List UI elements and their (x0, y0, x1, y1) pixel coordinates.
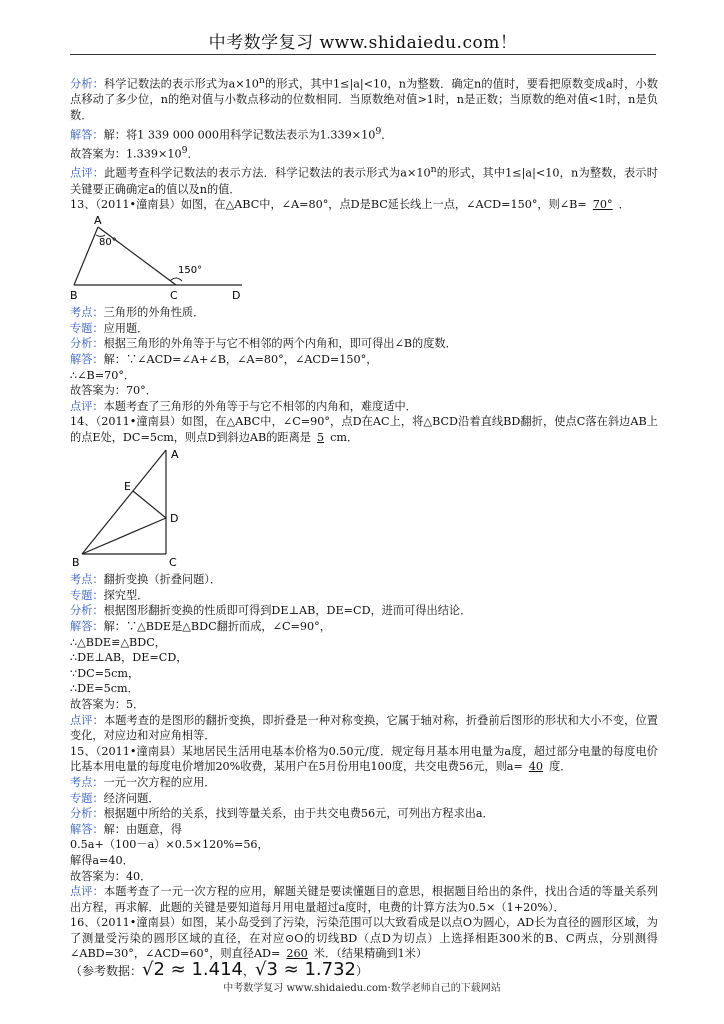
q13-comment: 点评：本题考查了三角形的外角等于与它不相邻的内角和，难度适中． (70, 399, 417, 413)
q15-line: 解得a=40． (70, 853, 134, 867)
q13-triangle-figure (70, 213, 250, 301)
q14-comment: 点评：本题考查的是图形的翻折变换，即折叠是一种对称变换，它属于轴对称，折叠前后图形的形状和大小不变，位置变化，对应边和对应角相等． (70, 713, 658, 743)
header-divider (70, 54, 656, 55)
sci-analysis: 分析：科学记数法的表示形式为$a\times 10^n$的形式，其中1≤|a|<10，n为整数．确定n的值时，要看把原数变成a时，小数点移动了多少位，n的绝对值与小数点移动的位数相同．当原数绝对值>1时，n是正数；当原数的绝对值<1时，n是负数． (70, 75, 658, 122)
q15-answer-blank: 40 (528, 760, 544, 774)
vertex-b-label: B (70, 288, 78, 301)
label-analysis: 分析： (70, 77, 104, 91)
q14-line: ∴DE⊥AB，DE=CD， (70, 651, 188, 665)
sqrt2-value: √2 ≈ 1.414 (142, 959, 243, 981)
vertex-a-label: A (171, 447, 179, 461)
q15-analysis: 分析：根据题中所给的关系，找到等量关系，由于共交电费56元，可列出方程求出a． (70, 807, 494, 821)
angle-arc-c (170, 278, 182, 281)
q14-answer: 故答案为：5． (70, 697, 145, 711)
q13-answer-blank: 70° (592, 198, 613, 212)
page-footer: 中考数学复习 www.shidaiedu.com·数学老师自己的下载网站 (223, 983, 501, 994)
document-body (70, 73, 658, 980)
q15-answer: 故答案为：40． (70, 869, 152, 883)
q14-fold-figure (70, 446, 200, 568)
line-ac (98, 227, 176, 285)
line-de (133, 491, 166, 518)
angle-a-label: 80° (99, 236, 117, 248)
sci-solution: 解答：解：将1 339 000 000用科学记数法表示为$1.339\times 10^9$． (70, 125, 393, 142)
q14-answer-blank: 5 (316, 431, 325, 445)
q13-analysis: 分析：根据三角形的外角等于与它不相邻的两个内角和，即可得出∠B的度数． (70, 337, 457, 351)
q13-stem: 13、（2011•潼南县）如图，在△ABC中，∠A=80°，点D是BC延长线上一点，∠ACD=150°，则∠B= 70° ． (70, 198, 630, 212)
q13-category: 专题：应用题． (70, 321, 149, 335)
sci-comment: 点评：此题考查科学记数法的表示方法．科学记数法的表示形式为$a\times 10^n$的形式，其中1≤|a|<10，n为整数，表示时关键要正确确定a的值以及n的值． (70, 164, 658, 196)
q14-line: ∵DC=5cm， (70, 666, 140, 680)
vertex-c-label: C (169, 555, 177, 568)
sqrt3-value: √3 ≈ 1.732 (255, 959, 356, 981)
vertex-d-label: D (232, 288, 241, 301)
label-comment: 点评： (70, 166, 105, 180)
q14-analysis: 分析：根据图形翻折变换的性质即可得到DE⊥AB，DE=CD，进而可得出结论． (70, 604, 472, 618)
q16-answer-blank: 260 (286, 947, 308, 961)
q16-stem: 16、（2011•潼南县）如图，某小岛受到了污染，污染范围可以大致看成是以点O为圆心，AD长为直径的圆形区域，为了测量受污染的圆形区域的直径，在对应⊙O的切线BD（点D为切点）上选择相距300米的B、C两点，分别测得∠ABD=30°，∠ACD=60°，则直径AD= 260 米．（结果精确到1米） (70, 916, 658, 961)
q14-stem: 14、（2011•潼南县）如图，在△ABC中，∠C=90°，点D在AC上，将△BCD沿着直线BD翻折，使点C落在斜边AB上的点E处，DC=5cm，则点D到斜边AB的距离是 5 cm． (70, 415, 658, 445)
q15-category: 专题：经济问题． (70, 791, 160, 805)
vertex-c-label: C (170, 288, 178, 301)
vertex-a-label: A (94, 213, 102, 227)
vertex-b-label: B (72, 555, 80, 568)
line-ba (74, 227, 98, 285)
q15-topic: 考点：一元一次方程的应用． (70, 775, 216, 789)
q13-solution: 解答：解：∵∠ACD=∠A+∠B，∠A=80°，∠ACD=150°， (70, 353, 378, 367)
q14-line: ∴△BDE≌△BDC， (70, 635, 166, 649)
q13-topic: 考点：三角形的外角性质． (70, 306, 205, 320)
q15-comment: 点评：本题考查了一元一次方程的应用，解题关键是要读懂题目的意思，根据题目给出的条件，找出合适的等量关系列出方程，再求解．此题的关键是要知道每月用电量超过a度时，电费的计算方法为0.5×（1+20%）． (70, 885, 658, 914)
q15-solution: 解答：解：由题意，得 (70, 822, 182, 836)
line-bd (82, 518, 166, 554)
q13-line: ∴∠B=70°． (70, 368, 136, 382)
angle-c-label: 150° (178, 264, 203, 276)
q14-line: ∴DE=5cm． (70, 682, 139, 696)
vertex-d-label: D (170, 511, 179, 525)
vertex-e-label: E (124, 479, 131, 493)
page-header: 中考数学复习 www.shidaiedu.com！ (208, 33, 518, 53)
q15-line: 0.5a+（100－a）×0.5×120%=56， (70, 838, 269, 852)
q15-stem: 15、（2011•潼南县）某地居民生活用电基本价格为0.50元/度．规定每月基本用电量为a度，超过部分电量的每度电价比基本用电量的每度电价增加20%收费，某用户在5月份用电100度，共交电费56元，则a= 40 度． (70, 744, 658, 774)
sci-answer: 故答案为：$1.339\times 10^9$． (70, 144, 199, 161)
label-solution: 解答： (70, 128, 104, 142)
q13-answer: 故答案为：70°． (70, 384, 157, 398)
q14-category: 专题：探究型． (70, 588, 149, 602)
q14-solution: 解答：解：∵△BDE是△BDC翻折而成，∠C=90°， (70, 620, 331, 633)
line-ab (82, 450, 166, 554)
q14-topic: 考点：翻折变换（折叠问题）． (70, 573, 222, 587)
q16-reference-data: （参考数据：√2 ≈ 1.414，√3 ≈ 1.732） (70, 959, 369, 981)
